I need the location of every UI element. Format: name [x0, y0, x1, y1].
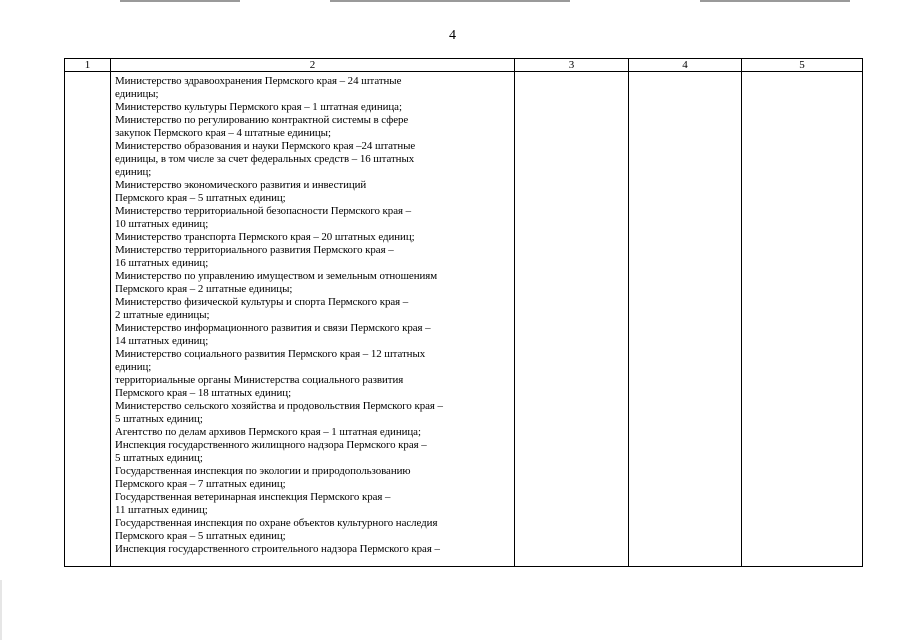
list-item-line: Министерство культуры Пермского края – 1 штатная единица;: [115, 101, 402, 113]
list-item: [115, 140, 514, 179]
list-item-line: Министерство по управлению имуществом и земельным отношениям: [115, 270, 438, 282]
table-row: [65, 72, 863, 567]
list-item: [115, 426, 514, 439]
list-item-line: закупок Пермского края – 4 штатные единицы;: [115, 127, 331, 139]
list-item-line: единицы;: [115, 88, 159, 100]
list-item: [115, 114, 514, 140]
list-item: [115, 75, 514, 101]
organization-list: [111, 72, 514, 556]
list-item-line: единиц;: [115, 166, 152, 178]
list-item-line: Министерство социального развития Пермского края – 12 штатных: [115, 348, 426, 360]
list-item: [115, 517, 514, 543]
list-item: [115, 231, 514, 244]
top-rule-left: [120, 0, 240, 2]
list-item: [115, 322, 514, 348]
list-item-line: Пермского края – 7 штатных единиц;: [115, 478, 286, 490]
list-item-line: 2 штатные единицы;: [115, 309, 210, 321]
list-item-line: единиц;: [115, 361, 152, 373]
list-item-line: 5 штатных единиц;: [115, 413, 203, 425]
list-item-line: Государственная инспекция по охране объектов культурного наследия: [115, 517, 438, 529]
list-item-line: Министерство по регулированию контрактной системы в сфере: [115, 114, 409, 126]
list-item-line: 11 штатных единиц;: [115, 504, 208, 516]
list-item-line: Пермского края – 2 штатные единицы;: [115, 283, 293, 295]
list-item-line: 14 штатных единиц;: [115, 335, 209, 347]
list-item: [115, 179, 514, 205]
list-item-line: Пермского края – 18 штатных единиц;: [115, 387, 292, 399]
list-item: [115, 400, 514, 426]
list-item: [115, 439, 514, 465]
page-number: 4: [449, 28, 456, 43]
column-header-5: 5: [742, 59, 863, 72]
list-item-line: Министерство территориальной безопасности Пермского края –: [115, 205, 412, 217]
list-item-line: единицы, в том числе за счет федеральных средств – 16 штатных: [115, 153, 415, 165]
cell-column-3: [515, 72, 629, 567]
cell-column-5: [742, 72, 863, 567]
list-item: [115, 101, 514, 114]
list-item-line: Министерство территориального развития Пермского края –: [115, 244, 394, 256]
list-item-line: Министерство здравоохранения Пермского края – 24 штатные: [115, 75, 402, 87]
top-rule-right: [700, 0, 850, 2]
scan-edge: [0, 580, 2, 640]
list-item-line: Министерство экономического развития и инвестиций: [115, 179, 367, 191]
list-item: [115, 465, 514, 491]
staff-allocation-table: [64, 58, 863, 567]
list-item: [115, 348, 514, 374]
list-item: [115, 374, 514, 400]
column-header-4: 4: [629, 59, 742, 72]
list-item-line: Министерство сельского хозяйства и продовольствия Пермского края –: [115, 400, 443, 412]
list-item-line: Министерство транспорта Пермского края – 20 штатных единиц;: [115, 231, 415, 243]
list-item: [115, 244, 514, 270]
list-item-line: Министерство информационного развития и связи Пермского края –: [115, 322, 431, 334]
list-item-line: Министерство образования и науки Пермского края –24 штатные: [115, 140, 416, 152]
list-item-line: Инспекция государственного строительного надзора Пермского края –: [115, 543, 440, 555]
cell-column-2: [111, 72, 515, 567]
list-item: [115, 205, 514, 231]
column-header-2: 2: [111, 59, 515, 72]
cell-column-1: [65, 72, 111, 567]
list-item-line: Государственная инспекция по экологии и природопользованию: [115, 465, 411, 477]
list-item-line: Министерство физической культуры и спорта Пермского края –: [115, 296, 409, 308]
header-row: [65, 59, 863, 72]
list-item: [115, 270, 514, 296]
list-item: [115, 296, 514, 322]
list-item-line: 16 штатных единиц;: [115, 257, 209, 269]
list-item-line: Пермского края – 5 штатных единиц;: [115, 192, 286, 204]
cell-column-4: [629, 72, 742, 567]
list-item-line: Инспекция государственного жилищного надзора Пермского края –: [115, 439, 427, 451]
list-item-line: Государственная ветеринарная инспекция Пермского края –: [115, 491, 391, 503]
top-rule-center: [330, 0, 570, 2]
list-item-line: территориальные органы Министерства социального развития: [115, 374, 404, 386]
list-item-line: Агентство по делам архивов Пермского края – 1 штатная единица;: [115, 426, 421, 438]
list-item: [115, 491, 514, 517]
list-item: [115, 543, 514, 556]
list-item-line: 5 штатных единиц;: [115, 452, 203, 464]
column-header-3: 3: [515, 59, 629, 72]
list-item-line: Пермского края – 5 штатных единиц;: [115, 530, 286, 542]
column-header-1: 1: [65, 59, 111, 72]
list-item-line: 10 штатных единиц;: [115, 218, 209, 230]
